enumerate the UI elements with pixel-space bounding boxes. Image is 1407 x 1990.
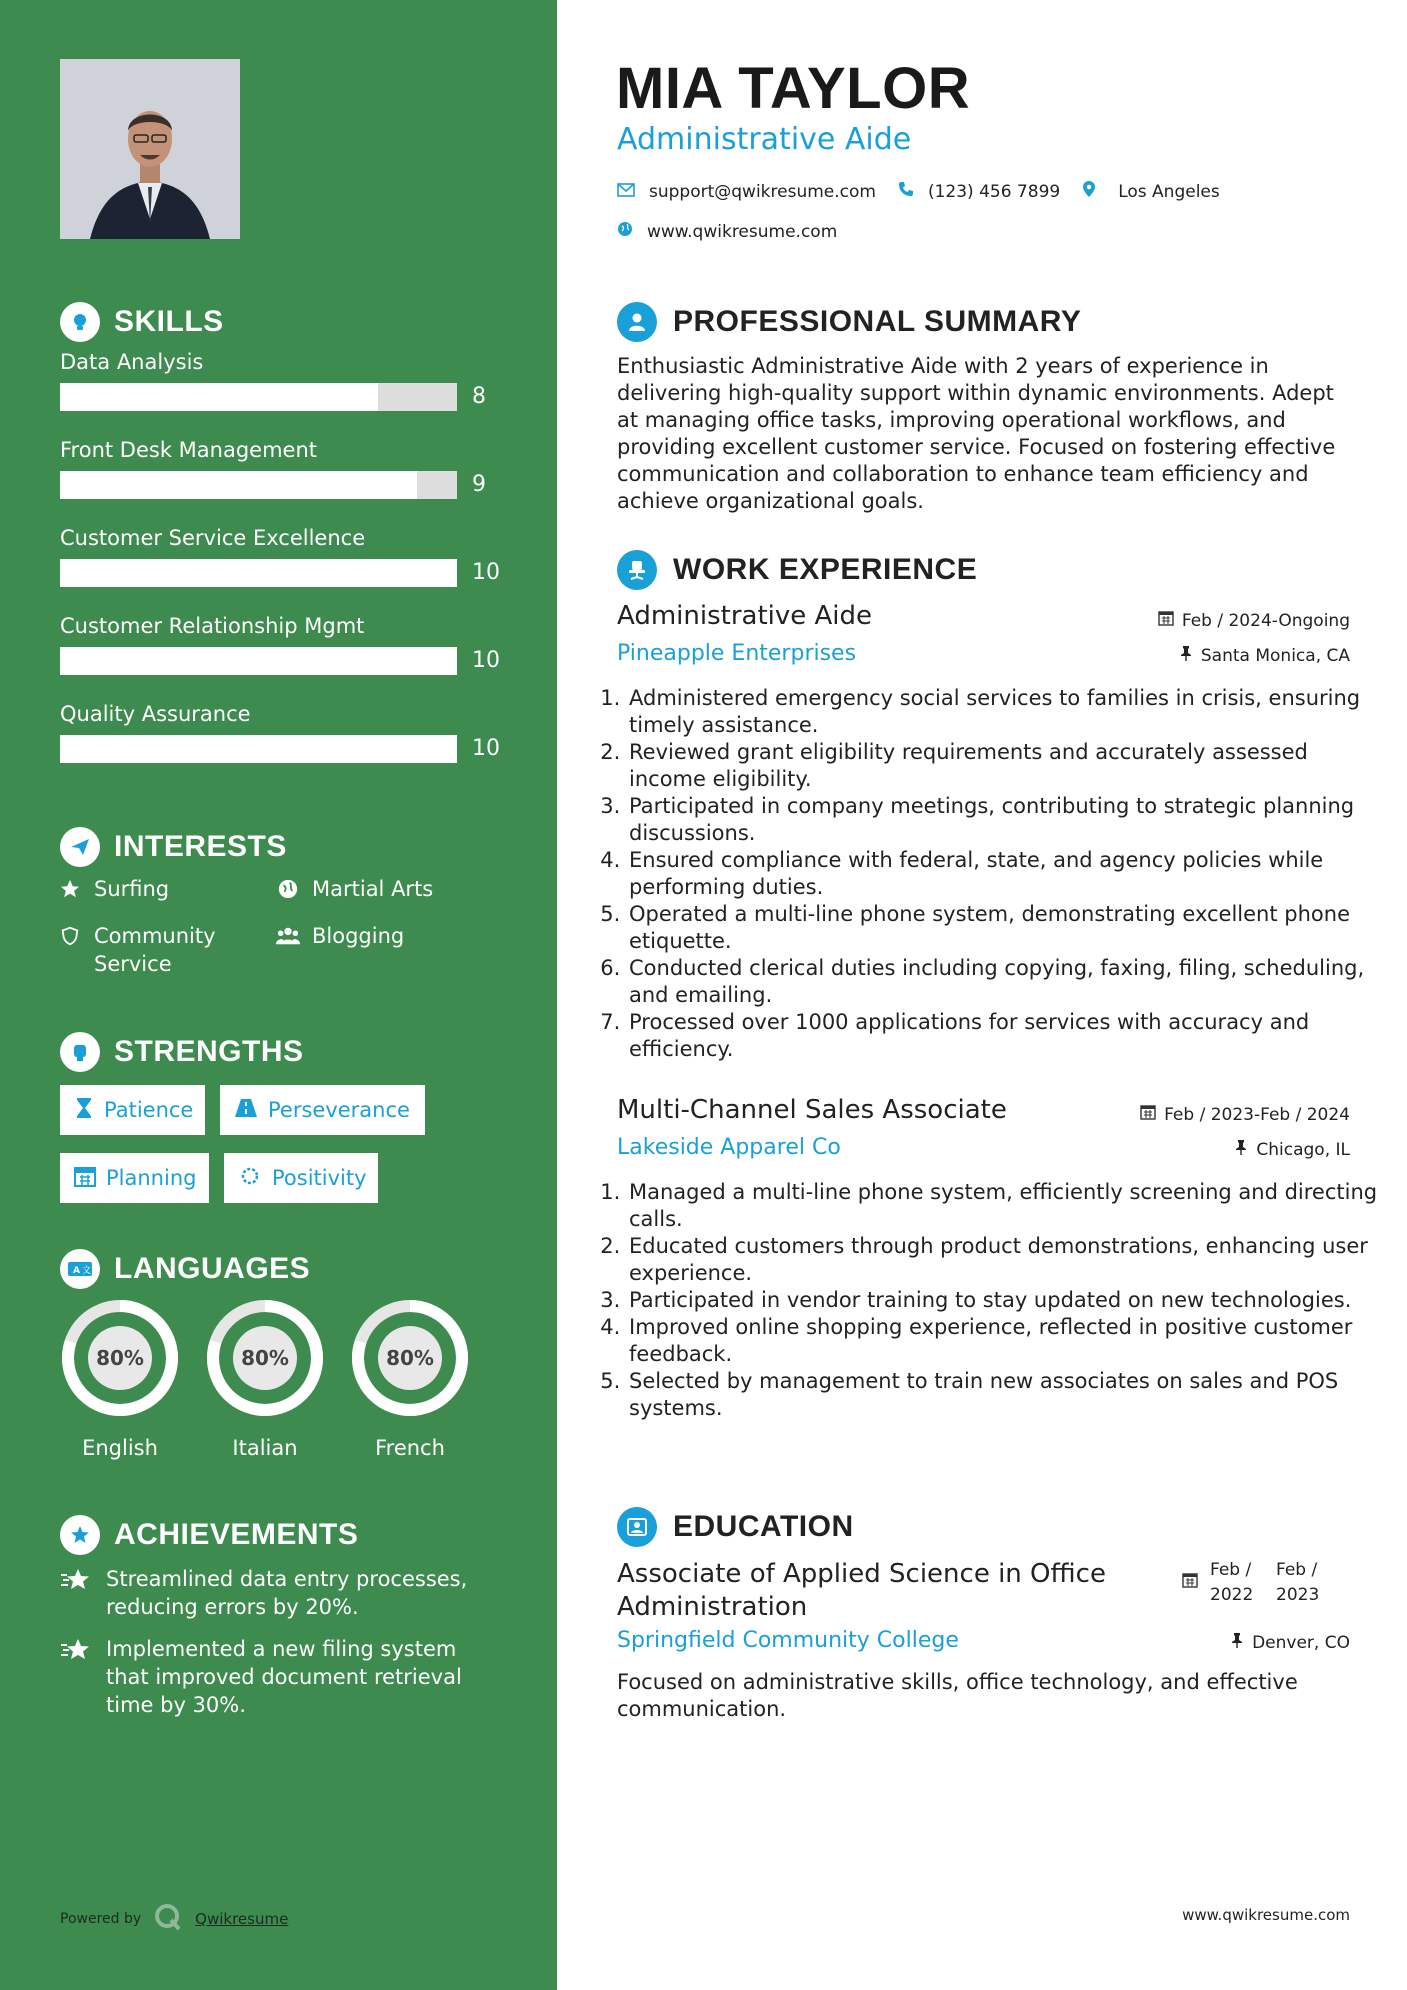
star-icon	[58, 875, 82, 903]
sidebar	[0, 0, 557, 1990]
graduation-icon	[617, 1507, 657, 1547]
user-icon	[617, 302, 657, 342]
hourglass-icon	[74, 1097, 94, 1124]
calendar-icon	[1140, 1104, 1156, 1125]
language-item	[205, 1298, 325, 1460]
skill-item	[60, 614, 500, 673]
svg-text:文: 文	[82, 1266, 92, 1276]
language-name: French	[375, 1436, 445, 1460]
strength-chip: Patience	[60, 1085, 205, 1135]
skill-bar-fill	[60, 559, 457, 587]
skill-name: Customer Service Excellence	[60, 526, 366, 550]
job-bullet: 1. Administered emergency social services to families in crisis, ensuring timely assistance.	[627, 685, 1387, 739]
job-title: Multi-Channel Sales Associate	[617, 1095, 1007, 1125]
summary-heading: PROFESSIONAL SUMMARY	[617, 302, 1081, 342]
skill-value: 10	[472, 648, 500, 673]
skill-item	[60, 526, 500, 585]
sun-icon	[238, 1164, 262, 1193]
fist-icon	[60, 1032, 100, 1072]
strength-chip: Planning	[60, 1153, 209, 1203]
skill-item	[60, 438, 500, 497]
office-chair-icon	[617, 550, 657, 590]
summary-text: Enthusiastic Administrative Aide with 2 years of experience in delivering high-quality support within dynamic environments. Adept at managing office tasks, improving operational workflows, and providing excellent customer service. Focused on fostering effective communication and collaboration to enhance team efficiency and achieve organizational goals.	[617, 354, 1336, 513]
lightbulb-icon	[60, 302, 100, 342]
job-bullet: 5. Selected by management to train new associates on sales and POS systems.	[627, 1368, 1387, 1422]
education-heading: EDUCATION	[617, 1507, 854, 1547]
pushpin-icon	[1234, 1139, 1248, 1160]
job-bullet: 1. Managed a multi-line phone system, efficiently screening and directing calls.	[627, 1179, 1387, 1233]
skill-name: Customer Relationship Mgmt	[60, 614, 365, 638]
skill-bar-fill	[60, 383, 378, 411]
pushpin-icon	[1230, 1632, 1244, 1653]
candidate-title: Administrative Aide	[617, 122, 912, 157]
job-bullets	[609, 685, 1387, 1063]
skill-bar-fill	[60, 471, 417, 499]
contact-website: www.qwikresume.com	[617, 221, 837, 242]
interests-heading: INTERESTS	[60, 827, 287, 867]
job-bullet: 2. Educated customers through product demonstrations, enhancing user experience.	[627, 1233, 1387, 1287]
main-content	[557, 0, 1407, 1990]
skill-value: 9	[472, 472, 486, 497]
star-award-icon	[60, 1565, 92, 1621]
job-dates: Feb / 2024-Ongoing	[1158, 610, 1350, 631]
job-location: Chicago, IL	[1234, 1139, 1350, 1160]
qwikresume-logo-icon	[153, 1902, 183, 1936]
envelope-icon	[617, 182, 635, 202]
language-name: English	[82, 1436, 158, 1460]
job-bullet: 3. Participated in company meetings, contributing to strategic planning discussions.	[627, 793, 1387, 847]
job-bullets	[609, 1179, 1387, 1422]
paper-plane-icon	[60, 827, 100, 867]
experience-heading: WORK EXPERIENCE	[617, 550, 977, 590]
candidate-name: MIA TAYLOR	[616, 56, 971, 121]
road-icon	[234, 1098, 258, 1123]
star-award-icon	[60, 1635, 92, 1719]
achievements-heading: ACHIEVEMENTS	[60, 1515, 358, 1555]
job-bullet: 4. Ensured compliance with federal, state, and agency policies while performing duties.	[627, 847, 1387, 901]
strengths-heading: STRENGTHS	[60, 1032, 304, 1072]
achievement-item: Streamlined data entry processes, reducing errors by 20%.	[60, 1565, 500, 1621]
skill-bar	[60, 471, 457, 499]
globe-icon	[276, 875, 300, 903]
school-name: Springfield Community College	[617, 1628, 959, 1653]
job-company: Pineapple Enterprises	[617, 641, 857, 666]
profile-photo	[60, 59, 240, 239]
language-ring	[205, 1298, 325, 1418]
language-percent: 80%	[96, 1346, 144, 1370]
language-percent: 80%	[241, 1346, 289, 1370]
job-bullet: 3. Participated in vendor training to stay updated on new technologies.	[627, 1287, 1387, 1314]
language-percent: 80%	[386, 1346, 434, 1370]
language-icon	[60, 1249, 100, 1289]
powered-by: Powered by Qwikresume	[60, 1902, 288, 1936]
job-bullet: 2. Reviewed grant eligibility requirements and accurately assessed income eligibility.	[627, 739, 1387, 793]
job-company: Lakeside Apparel Co	[617, 1135, 841, 1160]
strength-chip: Positivity	[224, 1153, 378, 1203]
education-description: Focused on administrative skills, office technology, and effective communication.	[617, 1670, 1298, 1721]
language-name: Italian	[232, 1436, 298, 1460]
job-bullet: 4. Improved online shopping experience, reflected in positive customer feedback.	[627, 1314, 1387, 1368]
skill-bar-fill	[60, 647, 457, 675]
skill-item	[60, 350, 500, 409]
skill-bar	[60, 647, 457, 675]
phone-icon	[898, 181, 914, 202]
languages-heading: A 文 LANGUAGES	[60, 1249, 310, 1289]
education-dates: Feb / 2022 Feb / 2023	[1182, 1558, 1330, 1608]
language-ring	[60, 1298, 180, 1418]
degree-title: Associate of Applied Science in Office Administration	[617, 1559, 1106, 1622]
skill-name: Quality Assurance	[60, 702, 251, 726]
skill-name: Front Desk Management	[60, 438, 317, 462]
calendar-icon	[1158, 610, 1174, 631]
skill-bar	[60, 383, 457, 411]
footer-website[interactable]: www.qwikresume.com	[1182, 1906, 1350, 1924]
skills-heading: SKILLS	[60, 302, 224, 342]
interest-item: Community Service	[58, 922, 216, 978]
strength-chip: Perseverance	[220, 1085, 425, 1135]
interest-item: Surfing	[58, 875, 169, 903]
language-ring	[350, 1298, 470, 1418]
contact-email: support@qwikresume.com (123) 456 7899 Los Angeles	[617, 180, 1220, 203]
skill-value: 10	[472, 736, 500, 761]
job-bullet: 6. Conducted clerical duties including copying, faxing, filing, scheduling, and emailing.	[627, 955, 1387, 1009]
skill-name: Data Analysis	[60, 350, 204, 374]
interest-item: Martial Arts	[276, 875, 433, 903]
skill-value: 10	[472, 560, 500, 585]
job-dates: Feb / 2023-Feb / 2024	[1140, 1104, 1350, 1125]
job-bullet: 7. Processed over 1000 applications for services with accuracy and efficiency.	[627, 1009, 1387, 1063]
calendar-icon	[1182, 1558, 1198, 1608]
pushpin-icon	[1179, 645, 1193, 666]
map-pin-icon	[1082, 180, 1096, 203]
job-title: Administrative Aide	[617, 601, 873, 631]
job-location: Santa Monica, CA	[1179, 645, 1350, 666]
award-star-icon	[60, 1515, 100, 1555]
language-item	[60, 1298, 180, 1460]
skill-bar	[60, 559, 457, 587]
education-location: Denver, CO	[1230, 1632, 1350, 1653]
interest-item: Blogging	[276, 922, 404, 950]
svg-text:A: A	[73, 1266, 80, 1276]
users-icon	[276, 922, 300, 950]
qwikresume-link[interactable]: Qwikresume	[195, 1910, 289, 1928]
skill-bar	[60, 735, 457, 763]
language-item	[350, 1298, 470, 1460]
shield-icon	[58, 922, 82, 950]
skill-bar-fill	[60, 735, 457, 763]
skill-value: 8	[472, 384, 486, 409]
globe-icon	[617, 221, 633, 242]
skill-item	[60, 702, 500, 761]
calendar-icon	[74, 1165, 96, 1192]
job-bullet: 5. Operated a multi-line phone system, demonstrating excellent phone etiquette.	[627, 901, 1387, 955]
achievement-item: Implemented a new filing system that improved document retrieval time by 30%.	[60, 1635, 500, 1719]
